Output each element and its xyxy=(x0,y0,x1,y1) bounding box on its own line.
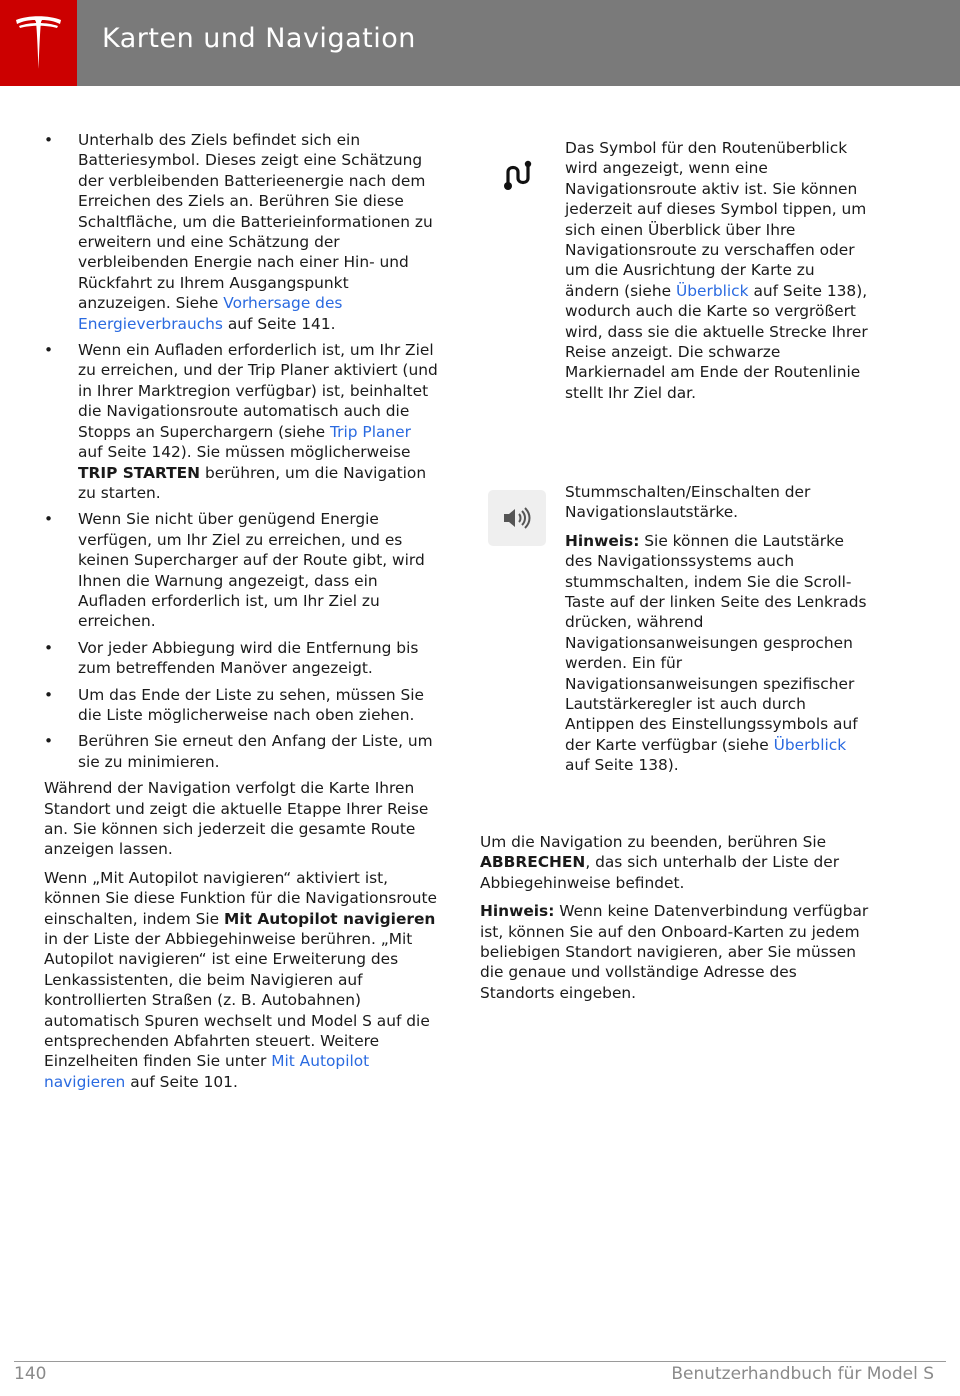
text-run: auf Seite 101. xyxy=(125,1072,238,1091)
bold-text: Hinweis: xyxy=(480,902,555,921)
cross-reference-link[interactable]: Überblick xyxy=(676,281,749,300)
text-run: auf Seite 138), wodurch auch die Karte so vergrößert wird, dass sie die aktuelle Strecke Ihrer Reise anzeigt. Die schwarze Markiernadel am Ende der Routenlinie stellt Ihr Ziel dar. xyxy=(565,281,868,402)
speaker-volume-icon xyxy=(502,506,532,530)
bold-text: ABBRECHEN xyxy=(480,853,586,872)
cross-reference-link[interactable]: Überblick xyxy=(773,735,847,754)
text-run: auf Seite 142). Sie müssen möglicherweise xyxy=(78,443,411,462)
text-run: Um das Ende der Liste zu sehen, müssen Sie die Liste möglicherweise nach oben ziehen. xyxy=(78,685,424,724)
text-run: Während der Navigation verfolgt die Karte Ihren Standort und zeigt die aktuelle Etappe Ihrer Reise an. Sie können sich jederzeit die gesamte Route anzeigen lassen. xyxy=(44,779,429,859)
bullet-list xyxy=(44,130,439,772)
route-overview-block xyxy=(480,138,880,458)
list-item xyxy=(44,731,439,772)
list-item xyxy=(44,685,439,726)
tesla-logo-icon xyxy=(14,16,63,70)
bullet-icon: • xyxy=(44,638,54,657)
volume-button xyxy=(488,490,546,546)
text-run: Unterhalb des Ziels befindet sich ein Batteriesymbol. Dieses zeigt eine Schätzung der verbleibenden Batterieenergie nach dem Erreichen des Ziels an. Berühren Sie diese Schaltfläche, um die Batterieinformationen zu erweitern und eine Schätzung der verbleibenden Energie nach einer Hin- und Rückfahrt zu Ihrem Ausgangspunkt anzuzeigen. Siehe xyxy=(78,131,433,313)
paragraph xyxy=(480,901,875,1003)
tesla-logo xyxy=(0,0,77,86)
left-paragraphs xyxy=(44,778,439,1092)
bullet-icon: • xyxy=(44,732,54,751)
left-column xyxy=(44,130,439,1100)
bold-text: TRIP STARTEN xyxy=(78,463,201,482)
text-run: Wenn ein Aufladen erforderlich ist, um Ihr Ziel zu erreichen, und der Trip Planer aktiviert (und in Ihrer Marktregion verfügbar) ist, beinhaltet die Navigationsroute automatisch auch die Stopps an Superchargern (siehe xyxy=(78,341,438,441)
volume-block xyxy=(480,482,880,812)
page-number: 140 xyxy=(14,1364,47,1384)
right-bottom-paragraphs xyxy=(480,832,875,1011)
footer-divider xyxy=(14,1361,946,1362)
list-item xyxy=(44,509,439,631)
text-run: Wenn Sie nicht über genügend Energie verfügen, um Ihr Ziel zu erreichen, und es keinen Supercharger auf der Route gibt, wird Ihnen die Warnung angezeigt, dass ein Aufladen erforderlich ist, um Ihr Ziel zu erreichen. xyxy=(78,510,425,631)
text-run: Sie können die Lautstärke des Navigationssystems auch stummschalten, indem Sie die Scroll-Taste auf der linken Seite des Lenkrads drücken, während Navigationsanweisungen gesprochen werden. Ein für Navigationsanweisungen spezifischer Lautstärkeregler ist auch durch Antippen des Einstellungssymbols auf der Karte verfügbar (siehe xyxy=(565,531,867,754)
bullet-icon: • xyxy=(44,685,54,704)
text-run: Um die Navigation zu beenden, berühren Sie xyxy=(480,833,827,851)
route-overview-text xyxy=(565,138,870,411)
bold-text: Hinweis: xyxy=(565,531,640,550)
paragraph xyxy=(565,138,870,403)
text-run: Vor jeder Abbiegung wird die Entfernung bis zum betreffenden Manöver angezeigt. xyxy=(78,638,419,678)
route-overview-icon xyxy=(500,158,536,192)
cross-reference-link[interactable]: Trip Planer xyxy=(330,422,411,441)
text-run: Wenn „Mit Autopilot navigieren“ aktiviert ist, können Sie diese Funktion für die Navigationsroute einschalten, indem Sie xyxy=(44,868,438,928)
text-run: Das Symbol für den Routenüberblick wird angezeigt, wenn eine Navigationsroute aktiv ist. Sie können jederzeit auf dieses Symbol tippen, um sich einen Überblick über Ihre Navigationsroute zu verschaffen oder um die Ausrichtung der Karte zu ändern (siehe xyxy=(565,139,867,300)
text-run: Wenn keine Datenverbindung verfügbar ist, können Sie auf den Onboard-Karten zu jedem beliebigen Standort navigieren, aber Sie müssen die genaue und vollständige Adresse des Standorts eingeben. xyxy=(480,902,869,1002)
text-run: Berühren Sie erneut den Anfang der Liste, um sie zu minimieren. xyxy=(78,732,433,771)
cross-reference-link[interactable]: Mit Autopilot navigieren xyxy=(44,1052,370,1091)
volume-text xyxy=(565,482,870,784)
text-run: Stummschalten/Einschalten der Navigationslautstärke. xyxy=(565,483,811,522)
bullet-icon: • xyxy=(44,510,54,529)
paragraph xyxy=(565,531,870,776)
text-run: auf Seite 141. xyxy=(222,314,336,333)
list-item xyxy=(44,638,439,679)
bold-text: Mit Autopilot navigieren xyxy=(224,909,436,928)
paragraph xyxy=(480,832,875,893)
text-run: in der Liste der Abbiegehinweise berühren. „Mit Autopilot navigieren“ ist eine Erweiterung des Lenkassistenten, die beim Navigieren auf kontrollierten Straßen (z. B. Autobahnen) automatisch Spuren wechselt und Model S auf die entsprechenden Abfahrten steuert. Weitere Einzelheiten finden Sie unter xyxy=(44,930,430,1071)
paragraph xyxy=(565,482,870,523)
text-run: , das sich unterhalb der Liste der Abbiegehinweise befindet. xyxy=(480,853,840,892)
text-run: berühren, um die Navigation zu starten. xyxy=(78,463,427,502)
list-item xyxy=(44,130,439,334)
list-item xyxy=(44,340,439,503)
cross-reference-link[interactable]: Vorhersage des Energieverbrauchs xyxy=(78,294,343,333)
paragraph xyxy=(44,868,439,1092)
bullet-icon: • xyxy=(44,341,54,360)
footer-title: Benutzerhandbuch für Model S xyxy=(671,1364,934,1384)
page-header xyxy=(0,0,960,86)
page-title: Karten und Navigation xyxy=(102,23,416,54)
paragraph xyxy=(44,778,439,860)
text-run: auf Seite 138). xyxy=(565,756,679,775)
bullet-icon: • xyxy=(44,131,54,149)
